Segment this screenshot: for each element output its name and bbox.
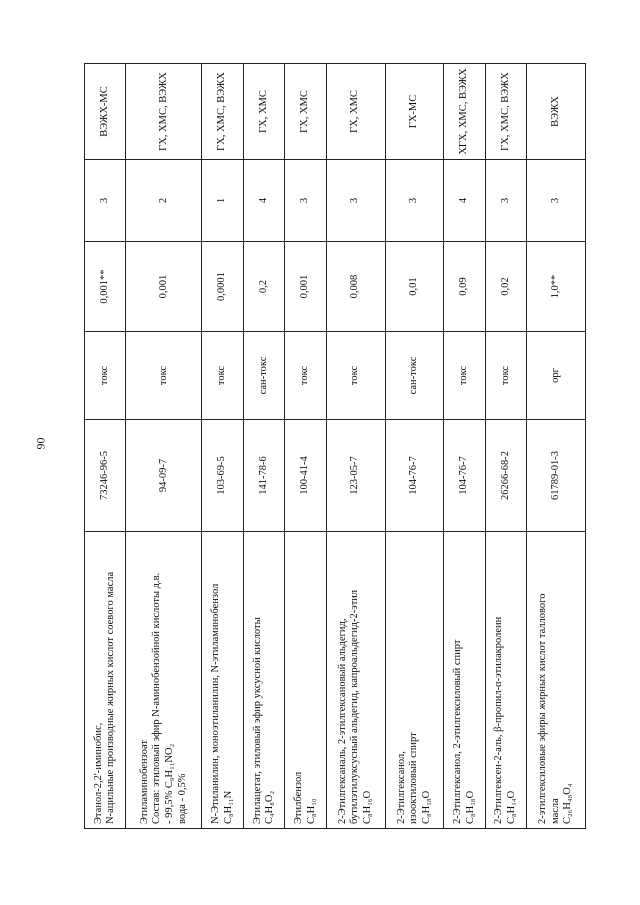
analysis-methods-cell: ГХ, ХМС — [326, 64, 385, 160]
analysis-methods-cell: ГХ, ХМС, ВЭЖХ — [202, 64, 243, 160]
hazard-indicator-cell: токс — [285, 332, 326, 420]
limit-value-cell: 0,001** — [85, 242, 126, 332]
hazard-class-cell: 4 — [243, 160, 284, 242]
substance-name-cell — [85, 532, 126, 829]
limit-value-cell: 0,01 — [385, 242, 444, 332]
hazard-indicator-cell: токс — [202, 332, 243, 420]
cas-number-cell: 100-41-4 — [285, 420, 326, 532]
substance-name-line: масла — [549, 798, 561, 824]
table-row — [243, 64, 284, 829]
analysis-methods-cell: ХГХ, ХМС, ВЭЖХ — [444, 64, 485, 160]
table-row — [202, 64, 243, 829]
substance-name-line: вода - 0,5% — [176, 773, 188, 824]
hazard-indicator-cell: токс — [485, 332, 526, 420]
cas-number-cell: 94-09-7 — [126, 420, 202, 532]
hazard-indicator-cell: токс — [85, 332, 126, 420]
table-row — [85, 64, 126, 829]
table-row — [385, 64, 444, 829]
substance-name-line: 2-Этилгексанол, — [395, 751, 407, 824]
substance-name-line: N-ацильные производные жирных кислот соевого масла — [105, 571, 117, 824]
substance-name-line: изооктиловый спирт — [408, 732, 420, 824]
analysis-methods-cell: ГХ-МС — [385, 64, 444, 160]
substance-name-line: Этилацетат, этиловый эфир уксусной кислоты — [251, 617, 263, 824]
limit-value-cell: 0,0001 — [202, 242, 243, 332]
substance-name-cell — [385, 532, 444, 829]
substance-name-cell — [285, 532, 326, 829]
analysis-methods-cell: ВЭЖХ-МС — [85, 64, 126, 160]
substance-name-cell — [202, 532, 243, 829]
substance-name-line: Этилбензол — [293, 771, 305, 824]
hazard-indicator-cell: токс — [126, 332, 202, 420]
limit-value-cell: 0,09 — [444, 242, 485, 332]
cas-number-cell: 61789-01-3 — [527, 420, 586, 532]
limit-value-cell: 0,001 — [126, 242, 202, 332]
analysis-methods-cell: ГХ, ХМС, ВЭЖХ — [485, 64, 526, 160]
substance-name-cell — [243, 532, 284, 829]
analysis-methods-cell: ГХ, ХМС, ВЭЖХ — [126, 64, 202, 160]
limit-value-cell: 0,008 — [326, 242, 385, 332]
hazard-class-cell: 2 — [126, 160, 202, 242]
limit-value-cell: 0,02 — [485, 242, 526, 332]
table-row — [326, 64, 385, 829]
substance-name-line: 2-Этилгексаналь, 2-этилгексановый альдегид, — [336, 618, 348, 824]
substance-name-line: Состав: этиловый эфир N-аминобензойной кислоты д.в. — [151, 572, 163, 824]
cas-number-cell: 123-05-7 — [326, 420, 385, 532]
substance-table-body — [85, 64, 586, 829]
analysis-methods-cell: ГХ, ХМС — [285, 64, 326, 160]
substance-name-line: Этиламинобензоат — [138, 740, 150, 824]
table-row — [527, 64, 586, 829]
substance-name-line: 2-этилгексиловые эфиры жирных кислот таллового — [537, 593, 549, 824]
hazard-class-cell: 3 — [326, 160, 385, 242]
table-row — [485, 64, 526, 829]
chemical-formula: C₈H₁₀ — [305, 798, 317, 824]
cas-number-cell: 26266-68-2 — [485, 420, 526, 532]
chemical-formula: C₈H₁₄O — [505, 790, 517, 824]
substance-name-line: 2-Этилгексанол, 2-этилгексиловый спирт — [451, 639, 463, 824]
hazard-class-cell: 3 — [85, 160, 126, 242]
hazard-class-cell: 3 — [285, 160, 326, 242]
chemical-formula: C₈H₁₈O — [420, 790, 432, 824]
substance-name-line: Этанол-2,2'-иминобис, — [92, 722, 104, 824]
cas-number-cell: 104-76-7 — [385, 420, 444, 532]
rotated-page-content — [84, 63, 586, 829]
substance-name-cell — [485, 532, 526, 829]
hazard-class-cell: 3 — [527, 160, 586, 242]
table-row — [285, 64, 326, 829]
substance-table — [84, 63, 586, 829]
analysis-methods-cell: ВЭЖХ — [527, 64, 586, 160]
hazard-class-cell: 4 — [444, 160, 485, 242]
limit-value-cell: 0,001 — [285, 242, 326, 332]
hazard-class-cell: 3 — [385, 160, 444, 242]
substance-name-line: 2-Этилгексен-2-аль, β-пропил-α-этилакролеин — [493, 616, 505, 824]
rotated-table-container — [84, 63, 586, 829]
cas-number-cell: 141-78-6 — [243, 420, 284, 532]
page-number: 90 — [33, 437, 48, 450]
chemical-formula: C₄H₈O₂ — [264, 790, 276, 824]
substance-name-line: бутилэтилуксусный альдегид, капроальдегид-2-этил — [349, 589, 361, 824]
substance-name-cell — [326, 532, 385, 829]
chemical-formula: C₂₆H₄₈O₄ — [562, 783, 574, 824]
chemical-formula: C₈H₁₁N — [222, 790, 234, 824]
substance-name-line: - 99,5% C₉H₁₁NO₂ — [163, 743, 175, 824]
hazard-indicator-cell: орг — [527, 332, 586, 420]
substance-name-cell — [126, 532, 202, 829]
hazard-indicator-cell: токс — [326, 332, 385, 420]
limit-value-cell: 0,2 — [243, 242, 284, 332]
chemical-formula: C₈H₁₈O — [464, 790, 476, 824]
table-row — [126, 64, 202, 829]
chemical-formula: C₈H₁₆O — [362, 790, 373, 824]
hazard-class-cell: 1 — [202, 160, 243, 242]
cas-number-cell: 73246-96-5 — [85, 420, 126, 532]
cas-number-cell: 103-69-5 — [202, 420, 243, 532]
substance-name-line: N-Этиланилин, моноэтиланилин, N-этиламинобензол — [210, 583, 222, 824]
hazard-indicator-cell: сан-токс — [385, 332, 444, 420]
cas-number-cell: 104-76-7 — [444, 420, 485, 532]
hazard-indicator-cell: сан-токс — [243, 332, 284, 420]
limit-value-cell: 1,0** — [527, 242, 586, 332]
table-row — [444, 64, 485, 829]
substance-name-cell — [527, 532, 586, 829]
substance-name-cell — [444, 532, 485, 829]
hazard-class-cell: 3 — [485, 160, 526, 242]
analysis-methods-cell: ГХ, ХМС — [243, 64, 284, 160]
hazard-indicator-cell: токс — [444, 332, 485, 420]
